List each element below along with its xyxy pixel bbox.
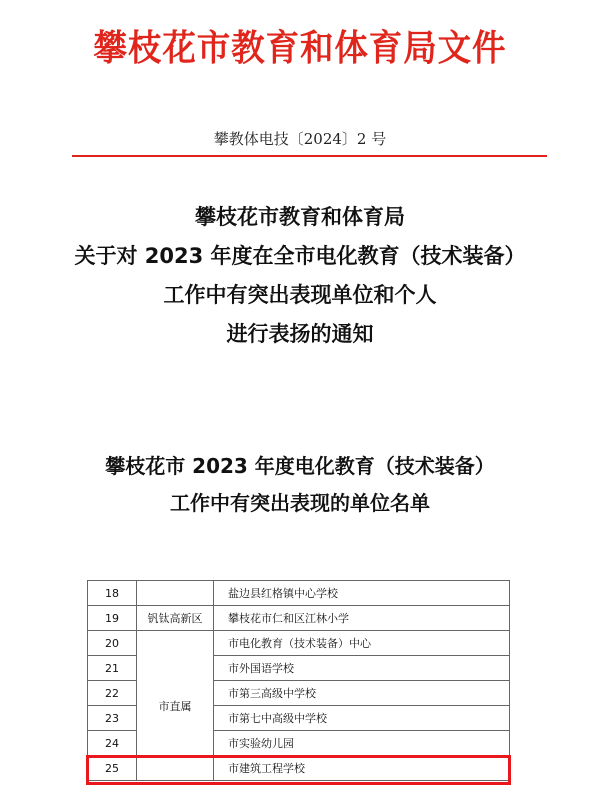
notice-title-line: 攀枝花市教育和体育局 [195,205,405,229]
unit-name: 市第三高级中学校 [214,681,510,706]
row-number: 19 [88,606,137,631]
row-number: 21 [88,656,137,681]
unit-name: 攀枝花市仁和区江林小学 [214,606,510,631]
row-number: 25 [88,756,137,781]
notice-title-line: 工作中有突出表现单位和个人 [163,283,437,307]
district-cell: 市直属 [137,631,214,781]
unit-name: 盐边县红格镇中心学校 [214,581,510,606]
list-title-line: 工作中有突出表现的单位名单 [170,491,430,515]
district-cell [137,581,214,606]
district-cell: 钒钛高新区 [137,606,214,631]
document-issuer-header: 攀枝花市教育和体育局文件 [93,28,507,69]
unit-name: 市建筑工程学校 [214,756,510,781]
unit-name: 市第七中高级中学校 [214,706,510,731]
unit-name: 市实验幼儿园 [214,731,510,756]
table-row [88,631,510,656]
red-divider-line [72,155,547,157]
unit-list-table [87,580,510,781]
notice-title-line: 关于对 2023 年度在全市电化教育（技术装备） [74,244,526,268]
document-number: 攀教体电技〔2024〕2 号 [213,130,387,148]
row-number: 23 [88,706,137,731]
unit-name: 市电化教育（技术装备）中心 [214,631,510,656]
row-number: 24 [88,731,137,756]
notice-title [0,198,600,354]
table-row [88,581,510,606]
list-title [0,448,600,522]
row-number: 22 [88,681,137,706]
list-title-line: 攀枝花市 2023 年度电化教育（技术装备） [105,454,495,478]
row-number: 20 [88,631,137,656]
notice-title-line: 进行表扬的通知 [226,322,374,346]
table-row [88,606,510,631]
unit-name: 市外国语学校 [214,656,510,681]
row-number: 18 [88,581,137,606]
